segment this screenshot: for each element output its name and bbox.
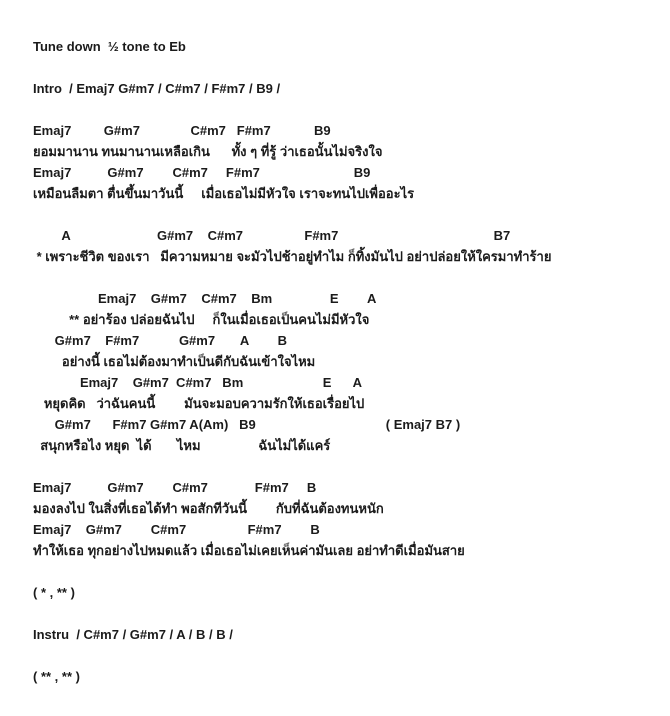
label-line: Intro / Emaj7 G#m7 / C#m7 / F#m7 / B9 /	[33, 81, 281, 96]
chords-line: Emaj7 G#m7 C#m7 F#m7 B	[33, 522, 320, 537]
section-tuning	[33, 36, 662, 57]
lyrics-line: เหมือนลืมตา ตื่นขึ้นมาวันนี้ เมื่อเธอไม่มีหัวใจ เราจะทนไปเพื่ออะไร	[33, 186, 415, 201]
section-double-star-section	[33, 288, 662, 456]
lyrics-line: * เพราะชีวิต ของเรา มีความหมาย จะมัวไปช้าอยู่ทำไม ก็ทิ้งมันไป อย่าปล่อยให้ใครมาทำร้าย	[33, 249, 552, 264]
chords-line: Emaj7 G#m7 C#m7 Bm E A	[33, 375, 362, 390]
lyrics-line: อย่างนี้ เธอไม่ต้องมาทำเป็นดีกับฉันเข้าใจไหม	[33, 354, 316, 369]
chords-line: Emaj7 G#m7 C#m7 F#m7 B9	[33, 123, 331, 138]
lyrics-line: ยอมมานาน ทนมานานเหลือเกิน ทั้ง ๆ ที่รู้ ว่าเธอนั้นไม่จริงใจ	[33, 144, 383, 159]
lyrics-line: มองลงไป ในสิ่งที่เธอได้ทำ พอสักทีวันนี้ กับที่ฉันต้องทนหนัก	[33, 501, 384, 516]
section-instru	[33, 624, 662, 645]
section-verse-1	[33, 120, 662, 204]
chords-line: G#m7 F#m7 G#m7 A(Am) B9 ( Emaj7 B7 )	[33, 417, 461, 432]
lyrics-line: หยุดคิด ว่าฉันคนนี้ มันจะมอบความรักให้เธอเรื่อยไป	[33, 396, 365, 411]
section-intro	[33, 78, 662, 99]
label-line: Instru / C#m7 / G#m7 / A / B / B /	[33, 627, 233, 642]
section-verse-2	[33, 477, 662, 561]
chords-line: G#m7 F#m7 G#m7 A B	[33, 333, 288, 348]
label-line: Tune down ½ tone to Eb	[33, 39, 186, 54]
chords-line: Emaj7 G#m7 C#m7 Bm E A	[33, 291, 377, 306]
lyrics-line: ** อย่าร้อง ปล่อยฉันไป ก็ในเมื่อเธอเป็นคนไม่มีหัวใจ	[33, 312, 370, 327]
label-line: ( ** , ** )	[33, 669, 80, 684]
section-repeat-1	[33, 582, 662, 603]
chords-line: Emaj7 G#m7 C#m7 F#m7 B9	[33, 165, 371, 180]
lyrics-line: ทำให้เธอ ทุกอย่างไปหมดแล้ว เมื่อเธอไม่เคยเห็นค่ามันเลย อย่าทำดีเมื่อมันสาย	[33, 543, 465, 558]
chords-line: Emaj7 G#m7 C#m7 F#m7 B	[33, 480, 317, 495]
section-star-section	[33, 225, 662, 267]
section-repeat-2	[33, 666, 662, 687]
lyrics-line: สนุกหรือไง หยุด ได้ ไหม ฉันไม่ได้แคร์	[33, 438, 331, 453]
chords-line: A G#m7 C#m7 F#m7 B7	[33, 228, 511, 243]
label-line: ( * , ** )	[33, 585, 75, 600]
